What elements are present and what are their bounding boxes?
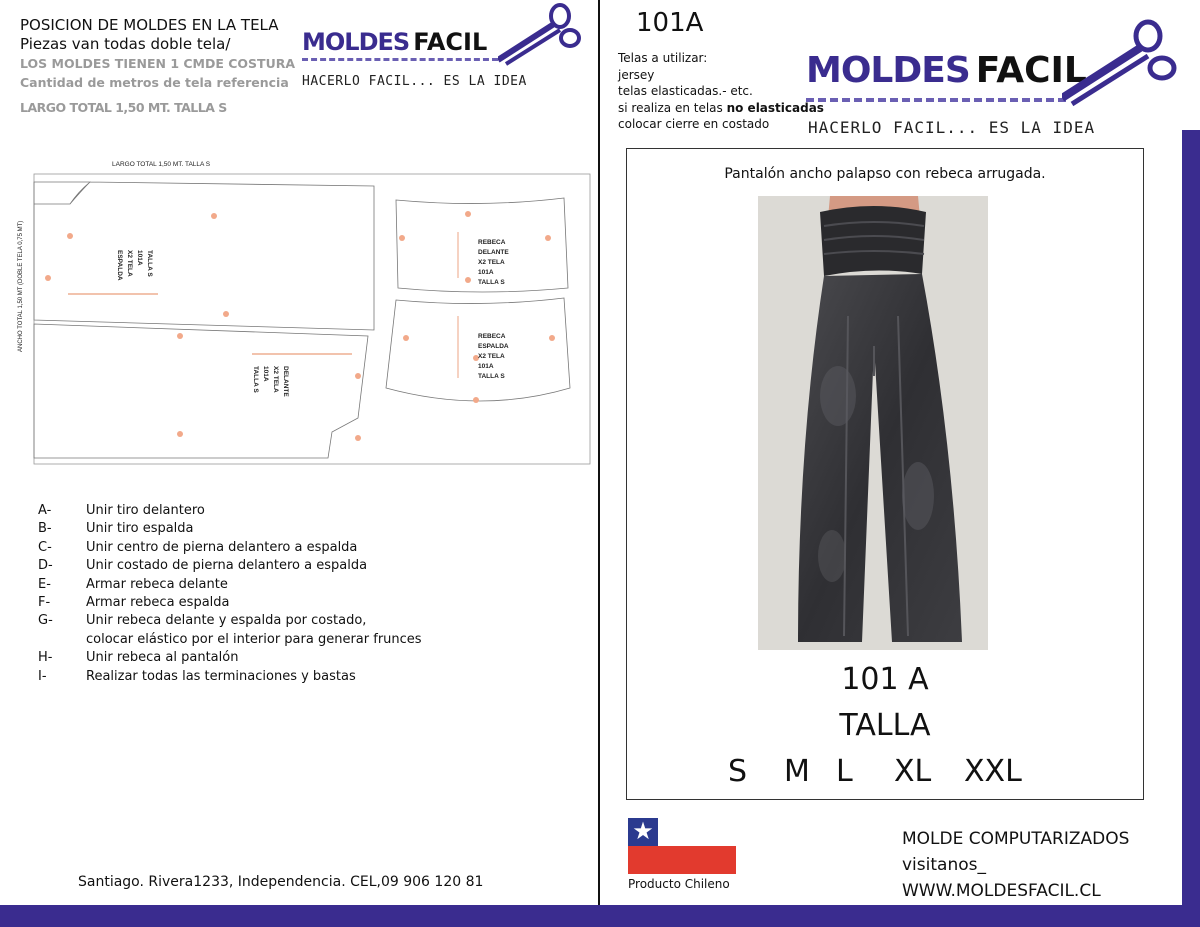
right-edge-bar bbox=[1182, 130, 1200, 927]
step-row: H- Unir rebeca al pantalón bbox=[38, 650, 239, 666]
left-logo bbox=[302, 24, 592, 94]
bottom-bar bbox=[0, 905, 1200, 927]
svg-text:REBECA: REBECA bbox=[478, 333, 506, 340]
fabric-info bbox=[618, 50, 824, 133]
label-delante bbox=[252, 366, 289, 397]
step-row: A- Unir tiro delantero bbox=[38, 503, 205, 518]
piece-delante bbox=[34, 324, 368, 458]
svg-text:ESPALDA: ESPALDA bbox=[116, 250, 123, 281]
pattern-layout-diagram bbox=[12, 152, 594, 468]
svg-text:TALLA S: TALLA S bbox=[478, 373, 505, 380]
page-divider bbox=[598, 0, 600, 905]
diagram-side-label: ANCHO TOTAL 1,50 MT (DOBLE TELA 0,75 MT) bbox=[18, 220, 24, 352]
scissors-icon bbox=[498, 2, 582, 68]
svg-text:101A: 101A bbox=[478, 363, 494, 370]
svg-text:X2 TELA: X2 TELA bbox=[272, 366, 279, 393]
label-rebeca-delante bbox=[478, 239, 509, 286]
svg-text:TALLA S: TALLA S bbox=[478, 279, 505, 286]
fabric-note: si realiza en telas no elasticadas bbox=[618, 100, 824, 115]
svg-text:TALLA S: TALLA S bbox=[146, 250, 153, 277]
svg-text:X2 TELA: X2 TELA bbox=[478, 353, 505, 360]
product-caption: Pantalón ancho palapso con rebeca arrugada. bbox=[724, 166, 1046, 182]
total-length-note: LARGO TOTAL 1,50 MT. TALLA S bbox=[20, 100, 227, 115]
step-row: D- Unir costado de pierna delantero a espalda bbox=[38, 558, 368, 574]
assembly-steps bbox=[38, 502, 422, 686]
fabric-meters-note: Cantidad de metros de tela referencia bbox=[20, 75, 289, 90]
size-s: S bbox=[728, 754, 748, 789]
size-l: L bbox=[836, 754, 853, 789]
step-row: B- Unir tiro espalda bbox=[38, 521, 194, 537]
logo-facil-text: FACIL bbox=[975, 50, 1087, 91]
svg-text:REBECA: REBECA bbox=[478, 239, 506, 246]
contact-block bbox=[902, 826, 1129, 904]
svg-text:101A: 101A bbox=[262, 366, 269, 382]
step-row: G- Unir rebeca delante y espalda por costado, bbox=[38, 613, 367, 629]
diagram-top-label: LARGO TOTAL 1,50 MT. TALLA S bbox=[112, 161, 211, 168]
fabric-outline bbox=[34, 174, 590, 464]
molde-line-1: MOLDE COMPUTARIZADOS bbox=[902, 829, 1130, 849]
logo-moldes-text: MOLDES bbox=[806, 50, 970, 91]
logo-dash-line bbox=[806, 98, 1066, 102]
heading-line-1: POSICION DE MOLDES EN LA TELA bbox=[20, 16, 279, 34]
step-row: C- Unir centro de pierna delantero a espalda bbox=[38, 539, 358, 555]
logo-tagline: HACERLO FACIL... ES LA IDEA bbox=[302, 74, 527, 89]
step-row: I- Realizar todas las terminaciones y bastas bbox=[38, 668, 356, 684]
svg-text:101A: 101A bbox=[136, 250, 143, 266]
fabric-jersey: jersey bbox=[618, 67, 655, 82]
left-header bbox=[20, 16, 295, 117]
product-origin-label: Producto Chileno bbox=[628, 877, 730, 891]
scissors-icon bbox=[1062, 18, 1182, 108]
logo-facil-text: FACIL bbox=[413, 28, 488, 56]
seam-note: LOS MOLDES TIENEN 1 CMDE COSTURA bbox=[20, 56, 296, 71]
size-xl: XL bbox=[894, 754, 932, 789]
chile-flag-icon: ★ bbox=[628, 818, 738, 874]
svg-text:TALLA S: TALLA S bbox=[252, 366, 259, 393]
sizes-row bbox=[626, 754, 1144, 794]
step-row: colocar elástico por el interior para generar frunces bbox=[86, 631, 422, 647]
label-rebeca-espalda bbox=[478, 333, 509, 380]
step-row: F- Armar rebeca espalda bbox=[38, 595, 230, 611]
label-espalda bbox=[116, 250, 153, 281]
svg-text:X2 TELA: X2 TELA bbox=[478, 259, 505, 266]
right-logo bbox=[806, 18, 1186, 140]
svg-text:DELANTE: DELANTE bbox=[478, 249, 509, 256]
logo-dash-line bbox=[302, 58, 498, 61]
step-row: E- Armar rebeca delante bbox=[38, 576, 228, 592]
logo-tagline: HACERLO FACIL... ES LA IDEA bbox=[808, 118, 1096, 137]
pattern-code: 101A bbox=[636, 8, 704, 38]
talla-label: TALLA bbox=[839, 708, 931, 743]
fabric-info-title: Telas a utilizar: bbox=[618, 51, 708, 65]
website-link[interactable]: WWW.MOLDESFACIL.CL bbox=[902, 881, 1101, 901]
model-code: 101 A bbox=[841, 662, 929, 697]
logo-moldes-text: MOLDES bbox=[302, 28, 410, 56]
piece-espalda bbox=[34, 182, 374, 330]
molde-line-2: visitanos_ bbox=[902, 855, 986, 875]
fabric-elastic: telas elasticadas.- etc. bbox=[618, 84, 753, 99]
product-photo bbox=[758, 196, 988, 650]
size-m: M bbox=[784, 754, 810, 789]
svg-text:101A: 101A bbox=[478, 269, 494, 276]
zipper-note: colocar cierre en costado bbox=[618, 117, 770, 132]
svg-text:DELANTE: DELANTE bbox=[282, 366, 289, 397]
svg-text:ESPALDA: ESPALDA bbox=[478, 343, 509, 350]
address-footer: Santiago. Rivera1233, Independencia. CEL,09 906 120 81 bbox=[78, 874, 484, 890]
heading-line-2: Piezas van todas doble tela/ bbox=[20, 35, 231, 53]
svg-text:X2 TELA: X2 TELA bbox=[126, 250, 133, 277]
size-xxl: XXL bbox=[964, 754, 1022, 789]
